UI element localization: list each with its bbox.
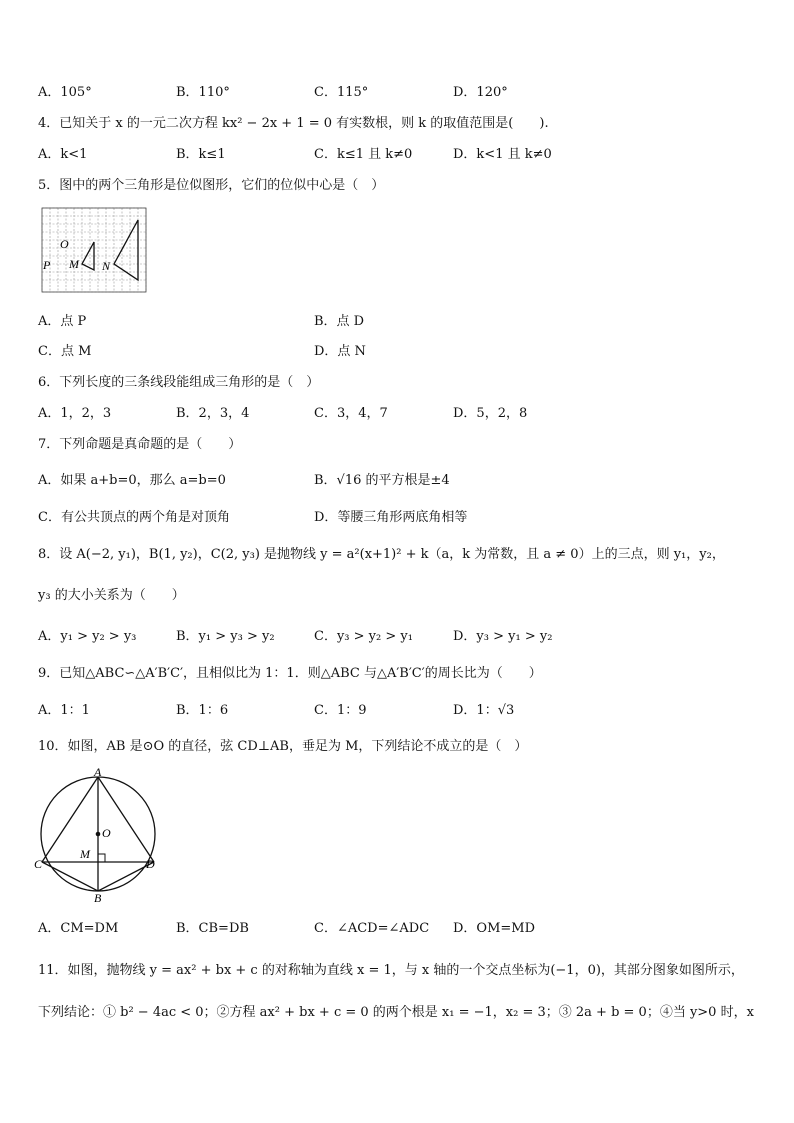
homothety-grid-figure [40,206,150,294]
q7-option-a: A．如果 a+b=0，那么 a=b=0 [38,473,226,488]
q10-option-b: B．CB=DB [176,921,249,936]
option-d: D．120° [453,85,508,100]
label-c: C [34,857,43,871]
q8-option-b: B．y₁ > y₃ > y₂ [176,629,275,644]
q9-option-d: D．1：√3 [453,703,515,718]
question-11-stem: 11．如图，抛物线 y = ax² + bx + c 的对称轴为直线 x = 1，与 x 轴的一个交点坐标为(−1，0)，其部分图象如图所示， [38,963,744,978]
q5-option-d: D．点 N [314,344,366,359]
large-triangle [114,220,138,280]
q5-option-c: C．点 M [38,344,92,359]
question-11-stem-continued: 下列结论：① b² − 4ac < 0；②方程 ax² + bx + c = 0 的两个根是 x₁ = −1，x₂ = 3；③ 2a + b = 0；④当 y>0 时，x [38,1005,754,1020]
q8-option-c: C．y₃ > y₂ > y₁ [314,629,413,644]
label-o: O [102,826,111,840]
q6-option-d: D．5，2，8 [453,406,528,421]
q10-option-d: D．OM=MD [453,921,536,936]
label-b: B [94,891,102,904]
q6-option-b: B．2，3，4 [176,406,250,421]
q6-option-c: C．3，4，7 [314,406,388,421]
q7-option-c: C．有公共顶点的两个角是对顶角 [38,510,230,525]
q8-option-d: D．y₃ > y₁ > y₂ [453,629,553,644]
label-o: O [60,237,69,251]
q6-option-a: A．1，2，3 [38,406,112,421]
q8-option-a: A．y₁ > y₂ > y₃ [38,629,137,644]
homothety-grid-svg [40,206,150,294]
center-point [96,832,101,837]
question-9-stem: 9．已知△ABC∽△A′B′C′，且相似比为 1：1．则△ABC 与△A′B′C′的周长比为（ ） [38,666,542,681]
q9-option-a: A．1：1 [38,703,90,718]
q7-option-d: D．等腰三角形两底角相等 [314,510,468,525]
circle-chord-svg [34,764,164,904]
question-4-stem: 4．已知关于 x 的一元二次方程 kx² − 2x + 1 = 0 有实数根，则 k 的取值范围是( ). [38,116,549,131]
label-n: N [102,259,111,273]
option-b: B．110° [176,85,230,100]
label-m: M [69,257,79,271]
label-m: M [80,847,90,861]
q10-option-a: A．CM=DM [38,921,119,936]
question-7-stem: 7．下列命题是真命题的是（ ） [38,437,242,452]
segment-ad [98,777,154,862]
q4-option-c: C．k≤1 且 k≠0 [314,147,413,162]
q9-option-b: B．1：6 [176,703,229,718]
question-8-stem: 8．设 A(−2, y₁)，B(1, y₂)，C(2, y₃) 是抛物线 y = a²(x+1)² + k（a，k 为常数，且 a ≠ 0）上的三点，则 y₁，y₂， [38,547,725,562]
q4-option-d: D．k<1 且 k≠0 [453,147,552,162]
label-d: D [146,857,155,871]
question-8-stem-continued: y₃ 的大小关系为（ ） [38,588,185,603]
circle-chord-figure [34,764,164,904]
q10-option-c: C．∠ACD=∠ADC [314,921,430,936]
q5-option-b: B．点 D [314,314,365,329]
right-angle-mark [98,854,105,862]
label-a: A [94,765,102,779]
q9-option-c: C．1：9 [314,703,367,718]
segment-cb [42,862,98,891]
option-a: A．105° [38,85,92,100]
question-10-stem: 10．如图，AB 是⊙O 的直径，弦 CD⊥AB，垂足为 M，下列结论不成立的是（ ） [38,739,528,754]
q5-option-a: A．点 P [38,314,87,329]
q4-option-a: A．k<1 [38,147,88,162]
q4-option-b: B．k≤1 [176,147,226,162]
label-p: P [43,258,51,272]
option-c: C．115° [314,85,369,100]
question-6-stem: 6．下列长度的三条线段能组成三角形的是（ ） [38,375,320,390]
q7-option-b: B．√16 的平方根是±4 [314,473,450,488]
question-5-stem: 5．图中的两个三角形是位似图形，它们的位似中心是（ ） [38,178,385,193]
